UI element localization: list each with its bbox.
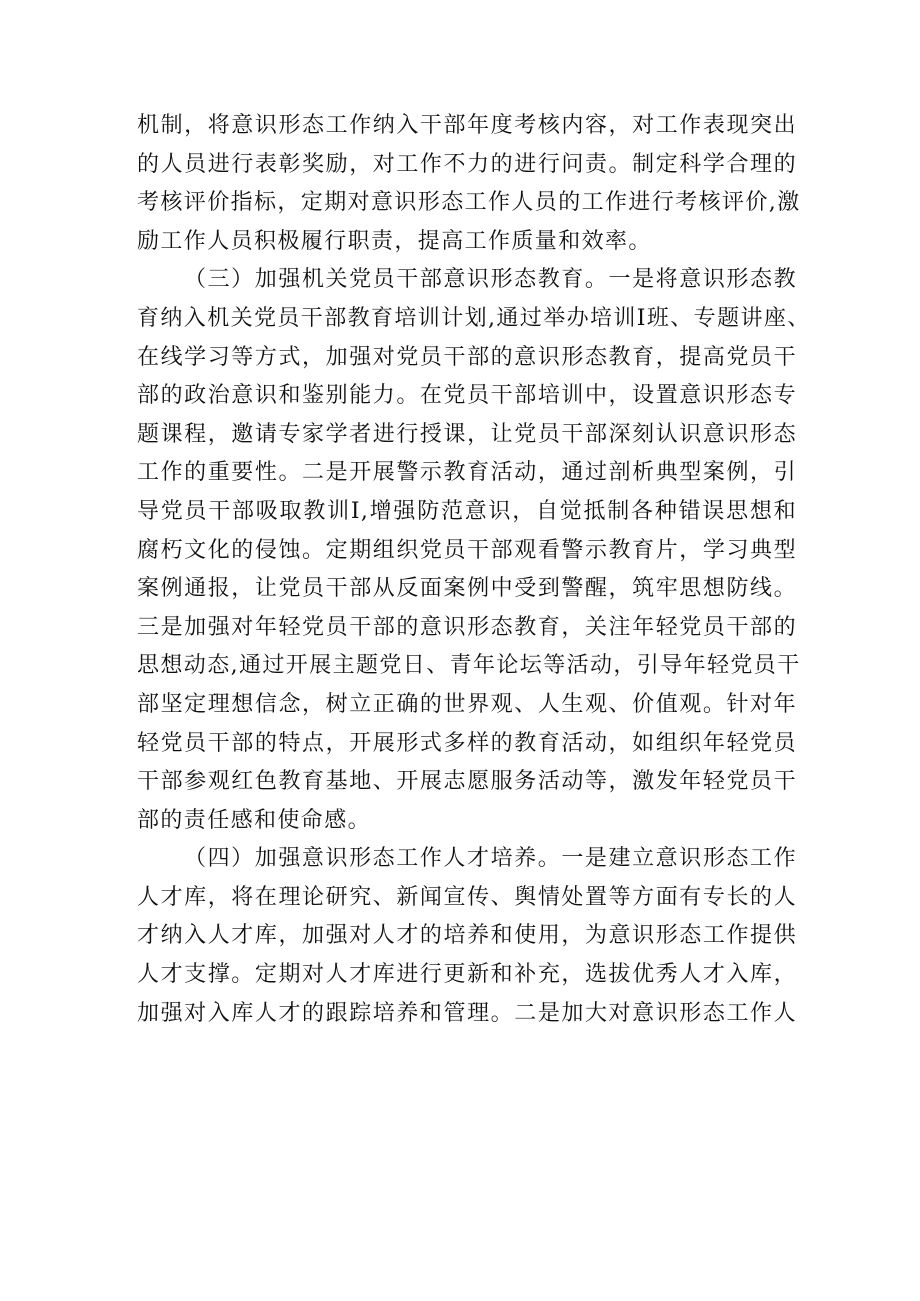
section-heading-line: （四）加强意识形态工作人才培养。一是建立意识形态工作 bbox=[184, 846, 797, 872]
text-line: 人才库，将在理论研究、新闻宣传、舆情处置等方面有专长的人 bbox=[137, 884, 797, 910]
text-line: 的人员进行表彰奖励，对工作不力的进行问责。制定科学合理的 bbox=[137, 151, 797, 177]
text-line: 育纳入机关党员干部教育培训计划,通过举办培训I班、专题讲座、 bbox=[137, 305, 811, 331]
section-heading-line: （三）加强机关党员干部意识形态教育。一是将意识形态教 bbox=[184, 267, 797, 293]
text-line: 题课程，邀请专家学者进行授课，让党员干部深刻认识意识形态 bbox=[137, 421, 797, 447]
text-line: 腐朽文化的侵蚀。定期组织党员干部观看警示教育片，学习典型 bbox=[137, 537, 797, 563]
text-line: 机制，将意识形态工作纳入干部年度考核内容，对工作表现突出 bbox=[137, 113, 797, 138]
text-line: 才纳入人才库，加强对人才的培养和使用，为意识形态工作提供 bbox=[137, 923, 797, 949]
body-text bbox=[137, 107, 811, 1033]
text-line: 考核评价指标，定期对意识形态工作人员的工作进行考核评价,激 bbox=[137, 190, 801, 216]
text-line: 工作的重要性。二是开展警示教育活动，通过剖析典型案例，引 bbox=[137, 460, 797, 486]
paragraph-end-line: 励工作人员积极履行职责，提高工作质量和效率。 bbox=[137, 228, 652, 254]
text-line: 案例通报，让党员干部从反面案例中受到警醒，筑牢思想防线。 bbox=[137, 576, 797, 602]
text-line: 轻党员干部的特点，开展形式多样的教育活动，如组织年轻党员 bbox=[137, 730, 797, 756]
text-line: 部坚定理想信念，树立正确的世界观、人生观、价值观。针对年 bbox=[137, 691, 797, 717]
text-line: 人才支撑。定期对人才库进行更新和补充，选拔优秀人才入库， bbox=[137, 962, 797, 988]
text-line: 导党员干部吸取教训I,增强防范意识，自觉抵制各种错误思想和 bbox=[137, 498, 797, 524]
text-line: 三是加强对年轻党员干部的意识形态教育，关注年轻党员干部的 bbox=[137, 614, 797, 640]
text-line: 干部参观红色教育基地、开展志愿服务活动等，激发年轻党员干 bbox=[137, 769, 797, 795]
text-line: 部的政治意识和鉴别能力。在党员干部培训中，设置意识形态专 bbox=[137, 383, 797, 409]
text-line: 思想动态,通过开展主题党日、青年论坛等活动，引导年轻党员干 bbox=[137, 653, 801, 679]
text-line: 在线学习等方式，加强对党员干部的意识形态教育，提高党员干 bbox=[137, 344, 797, 370]
text-line: 加强对入库人才的跟踪培养和管理。二是加大对意识形态工作人 bbox=[137, 1000, 797, 1026]
paragraph-end-line: 部的责任感和使命感。 bbox=[137, 807, 372, 833]
